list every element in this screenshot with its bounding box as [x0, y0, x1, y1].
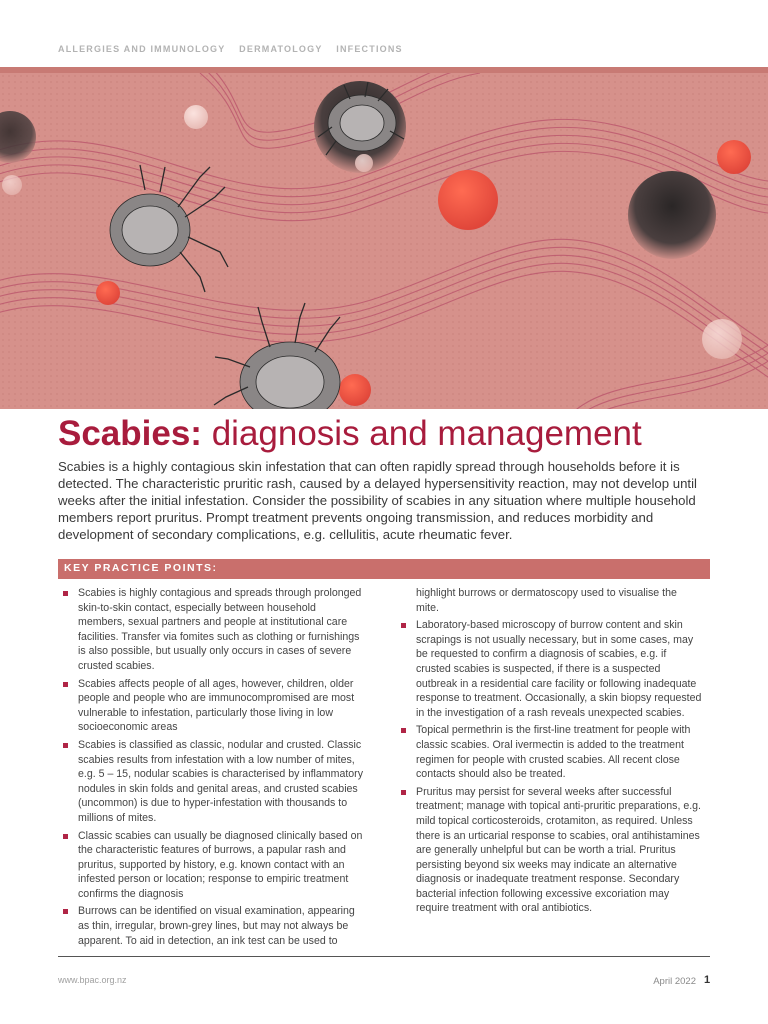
footer-divider — [58, 956, 710, 957]
bullet-icon — [63, 743, 68, 748]
list-item — [62, 738, 364, 826]
bullet-icon — [63, 682, 68, 687]
list-item-text: Topical permethrin is the first-line treatment for people with classic scabies. Oral ivermectin is added to the treatment regimen for people with crusted scabies. All recent close contacts should also be treated. — [416, 724, 691, 781]
hero-illustration — [0, 67, 768, 409]
key-practice-points-header — [58, 559, 710, 579]
key-points-right-column — [400, 586, 702, 919]
list-item — [62, 586, 364, 674]
list-item — [62, 829, 364, 902]
list-item — [62, 677, 364, 735]
bullet-icon — [63, 834, 68, 839]
list-item — [400, 785, 702, 916]
list-item-text: Scabies affects people of all ages, however, children, older people and people who are immunocompromised are most vulnerable to infestation, particularly those living in low socioeconomic areas — [78, 677, 355, 734]
list-item-text: Scabies is highly contagious and spreads through prolonged skin-to-skin contact, especially between household members, sexual partners and people at institutional care facilities. Transfer via fomites such as clothing or furnishings is also possible, but usually only occurs in cases of severe crusted scabies. — [78, 587, 362, 672]
bullet-icon — [63, 909, 68, 914]
list-item-text: Scabies is classified as classic, nodular and crusted. Classic scabies results from infestation with a low number of mites, e.g. 5 – 15, nodular scabies is characterised by inflammatory nodules in skin folds and genital areas, and crusted scabies (uncommon) is due to hyper-infestation with thousands to millions of mites. — [78, 738, 363, 824]
list-item-continuation — [400, 586, 702, 615]
list-item — [62, 904, 364, 948]
tag-dermatology[interactable]: DERMATOLOGY — [239, 44, 323, 54]
intro-paragraph: Scabies is a highly contagious skin infestation that can often rapidly spread through households before it is detected. The characteristic pruritic rash, caused by a delayed hypersensitivity reaction, may not develop until weeks after the initial infestation. Consider the possibility of scabies in any situation where multiple household members report pruritus. Prompt treatment prevents ongoing transmission, and reduces morbidity and development of secondary complications, e.g. cellulitis, acute rheumatic fever. — [58, 459, 697, 542]
list-item-text: Pruritus may persist for several weeks after successful treatment; manage with topical anti-pruritic preparations, e.g. mild topical corticosteroids, crotamiton, as required. Unless there is an urticarial response to scabies, oral antihistamines are generally unhelpful but can be worth a trial. Pruritus persisting beyond six weeks may indicate an alternative diagnosis or inadequate treatment response. Secondary bacterial infection following excessive excoriation may require treatment with oral antibiotics. — [416, 785, 701, 915]
footer-url-link[interactable]: www.bpac.org.nz — [58, 975, 127, 985]
tag-allergies[interactable]: ALLERGIES AND IMMUNOLOGY — [58, 44, 226, 54]
key-practice-points-label: KEY PRACTICE POINTS: — [64, 562, 218, 574]
bullet-icon — [401, 790, 406, 795]
hero-top-border — [0, 67, 768, 73]
list-item-text: Classic scabies can usually be diagnosed clinically based on the characteristic features of burrows, a papular rash and pruritus, supported by history, e.g. known contact with an infested person or location; response to empiric treatment confirms the diagnosis — [78, 829, 363, 900]
list-item — [400, 723, 702, 781]
bullet-icon — [401, 623, 406, 628]
bullet-icon — [401, 728, 406, 733]
title-light: diagnosis and management — [211, 414, 642, 453]
page-number: 1 — [704, 974, 711, 986]
key-points-left-column — [62, 586, 364, 951]
category-tags — [58, 44, 413, 54]
list-item-text: Burrows can be identified on visual examination, appearing as thin, irregular, brown-grey lines, but may not always be apparent. To aid in detection, an ink test can be used to — [78, 905, 355, 947]
list-item — [400, 618, 702, 720]
page-title — [58, 412, 642, 456]
list-item-text: highlight burrows or dermatoscopy used to visualise the mite. — [416, 587, 677, 614]
list-item-text: Laboratory-based microscopy of burrow content and skin scrapings is not usually necessary, but in some cases, may be requested to confirm a diagnosis of scabies, e.g. if crusted scabies is suspected, if there is a suspected outbreak in a residential care facility or following inadequate response to treatment. Occasionally, a skin biopsy requested in the investigation of a rash reveals unexpected scabies. — [416, 619, 702, 719]
title-strong: Scabies: — [58, 414, 202, 453]
bullet-icon — [63, 591, 68, 596]
tag-infections[interactable]: INFECTIONS — [336, 44, 403, 54]
footer-date: April 2022 — [653, 976, 696, 987]
scabies-illustration — [0, 67, 768, 409]
